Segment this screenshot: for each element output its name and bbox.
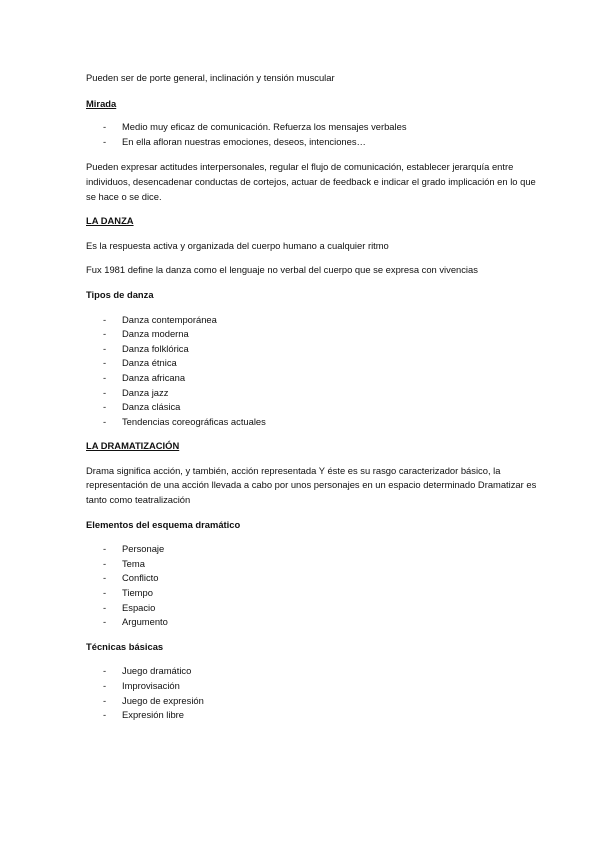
list-item	[86, 664, 540, 679]
list-item	[86, 356, 540, 371]
bullet-dash: -	[103, 572, 107, 584]
bullet-dash: -	[103, 680, 107, 691]
list-item-text: Espacio	[122, 601, 156, 613]
list-item-text: Conflicto	[122, 572, 159, 584]
list-item-text: Danza africana	[122, 371, 186, 383]
bullet-dash: -	[103, 135, 107, 147]
list-item-text: Danza clásica	[122, 401, 181, 413]
list-item-text: Tiempo	[122, 587, 153, 599]
list-item-text: En ella afloran nuestras emociones, deseos, intenciones…	[122, 135, 366, 147]
list-item	[86, 571, 540, 586]
bullet-dash: -	[103, 371, 107, 383]
list-item-text: Medio muy eficaz de comunicación. Refuerza los mensajes verbales	[122, 121, 407, 133]
list-item-text: Tema	[122, 557, 145, 569]
list-item	[86, 327, 540, 342]
list-item	[86, 615, 540, 630]
list-item-text: Expresión libre	[122, 709, 185, 721]
list-item	[86, 120, 540, 135]
bullet-dash: -	[103, 557, 107, 569]
bullet-dash: -	[103, 386, 107, 398]
bullet-dash: -	[103, 665, 107, 677]
mirada-list	[86, 120, 540, 149]
dramatizacion-paragraph: Drama significa acción, y también, acción representada Y éste es su rasgo caracterizador básico, la representación de una acción llevada a cabo por unos personajes en un espacio determinado Dramatizar es tanto como teatralización	[86, 464, 537, 506]
bullet-dash: -	[103, 121, 107, 133]
bullet-dash: -	[103, 694, 107, 706]
list-item	[86, 313, 540, 328]
bullet-dash: -	[103, 709, 107, 721]
bullet-dash: -	[103, 616, 107, 628]
list-item-text: Tendencias coreográficas actuales	[122, 415, 266, 427]
list-item-text: Argumento	[122, 616, 168, 628]
list-item-text: Danza moderna	[122, 328, 189, 340]
bullet-dash: -	[103, 601, 107, 613]
bullet-dash: -	[103, 328, 107, 340]
intro-line: Pueden ser de porte general, inclinación y tensión muscular	[86, 72, 335, 83]
bullet-dash: -	[103, 357, 107, 369]
list-item	[86, 601, 540, 616]
mirada-heading: Mirada	[86, 97, 117, 109]
list-item	[86, 542, 540, 557]
bullet-dash: -	[103, 543, 107, 555]
tipos-list	[86, 313, 540, 430]
tipos-heading: Tipos de danza	[86, 288, 154, 300]
mirada-paragraph: Pueden expresar actitudes interpersonales, regular el flujo de comunicación, establecer jerarquía entre individuos, desencadenar conductas de cortejos, actuar de feedback e indicar el grado implicación en lo que se hace o se dice.	[86, 161, 536, 202]
list-item-text: Improvisación	[122, 680, 180, 691]
list-item-text: Juego dramático	[122, 665, 192, 677]
bullet-dash: -	[103, 587, 107, 599]
list-item	[86, 679, 540, 694]
elementos-list	[86, 542, 540, 630]
danza-heading: LA DANZA	[86, 215, 134, 227]
list-item	[86, 415, 540, 430]
list-item	[86, 694, 540, 709]
list-item	[86, 586, 540, 601]
list-item-text: Danza jazz	[122, 386, 169, 398]
list-item	[86, 400, 540, 415]
list-item-text: Danza folklórica	[122, 342, 189, 354]
list-item	[86, 557, 540, 572]
tecnicas-heading: Técnicas básicas	[86, 640, 164, 652]
list-item	[86, 135, 540, 150]
bullet-dash: -	[103, 401, 107, 413]
list-item	[86, 708, 540, 723]
danza-definition: Es la respuesta activa y organizada del cuerpo humano a cualquier ritmo	[86, 239, 389, 251]
bullet-dash: -	[103, 313, 107, 325]
list-item	[86, 371, 540, 386]
tecnicas-list	[86, 664, 540, 722]
list-item	[86, 386, 540, 401]
bullet-dash: -	[103, 415, 107, 427]
dramatizacion-heading: LA DRAMATIZACIÓN	[86, 440, 180, 452]
list-item-text: Danza étnica	[122, 357, 177, 369]
bullet-dash: -	[103, 342, 107, 354]
list-item	[86, 342, 540, 357]
elementos-heading: Elementos del esquema dramático	[86, 518, 241, 530]
danza-fux: Fux 1981 define la danza como el lenguaje no verbal del cuerpo que se expresa con vivencias	[86, 264, 478, 276]
list-item-text: Danza contemporánea	[122, 313, 217, 325]
list-item-text: Juego de expresión	[122, 694, 204, 706]
list-item-text: Personaje	[122, 543, 165, 555]
